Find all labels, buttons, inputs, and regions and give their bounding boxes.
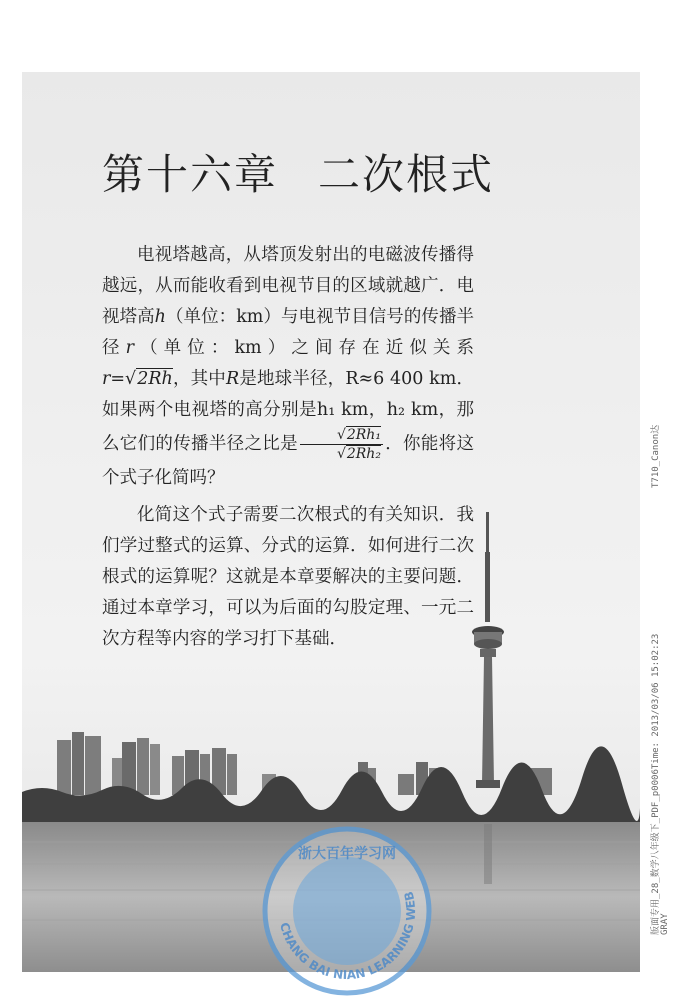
text-run: ．你能将这个式子化简吗？ — [102, 434, 474, 488]
intro-paragraph-1: 电视塔越高，从塔顶发射出的电磁波传播得越远，从而能收看到电视节目的区域就越广．电视塔高h（单位：km）与电视节目信号的传播半径r（单位：km）之间存在近似关系 r=√2Rh，其中R是地球半径，R≈6 400 km．如果两个电视塔的高分别是h₁ km，h₂ km，那么它们的传播半径之比是 $\frac{\text{√2Rh₁}}{\text{√2Rh₂}}$ ．你能将这个式子化简吗？ — [102, 245, 475, 488]
var-r: r — [125, 338, 134, 358]
var-h: h — [154, 307, 166, 327]
formula-r: r — [102, 369, 111, 389]
intro-paragraph-2: 化简这个式子需要二次根式的有关知识．我们学过整式的运算、分式的运算．如何进行二次根式的运算呢？这就是本章要解决的主要问题．通过本章学习，可以为后面的勾股定理、一元二次方程等内容的学习打下基础． — [102, 505, 474, 649]
text-run: ．如果两个电视塔的高分别是 — [102, 369, 475, 420]
text-run: ，那么它们的传播半径之比是 — [102, 400, 475, 454]
stamp-top-text: 浙大百年学习网 — [298, 846, 396, 862]
separator: ， — [368, 400, 387, 420]
formula-sqrt: 2Rh — [137, 369, 173, 389]
text-run: （单位：km）与电视节目信号的传播半径 — [102, 307, 474, 358]
earth-radius: R≈6 400 km — [345, 369, 457, 389]
fraction-denominator: 2Rh₂ — [346, 446, 381, 462]
var-R: R — [225, 369, 240, 389]
text-run: 电视塔越高，从塔顶发射出的电磁波传播得越远，从而能收看到电视节目的区域就越广．电视塔高 — [102, 245, 474, 327]
chapter-name: 二次根式 — [318, 150, 495, 199]
ratio-fraction: $\frac{\text{√2Rh₁}}{\text{√2Rh₂}}$ — [300, 426, 383, 463]
text-run: （单位：km）之间存在近似关系 — [133, 338, 475, 358]
scan-label-gray: GRAY — [660, 913, 670, 935]
scan-label-long: 版面专用_28_数学八年级下_PDF_p0006Time: 2013/03/06 15:02:23 — [651, 633, 661, 935]
watermark-stamp — [262, 826, 432, 996]
chapter-number: 第十六章 — [102, 150, 279, 199]
h1-value: h₁ km — [316, 400, 369, 420]
chapter-title — [102, 142, 494, 202]
tv-tower — [472, 512, 504, 788]
text-run: ，其中 — [172, 369, 226, 389]
scan-label-top: T710_Canon达 — [651, 424, 661, 488]
stamp-ring-text: CHANG BAI NIAN LEARNING WEB — [277, 890, 419, 983]
fraction-numerator: 2Rh₁ — [346, 427, 381, 443]
text-run: 是地球半径， — [239, 369, 346, 389]
h2-value: h₂ km — [386, 400, 439, 420]
formula-eq: = — [110, 369, 126, 389]
